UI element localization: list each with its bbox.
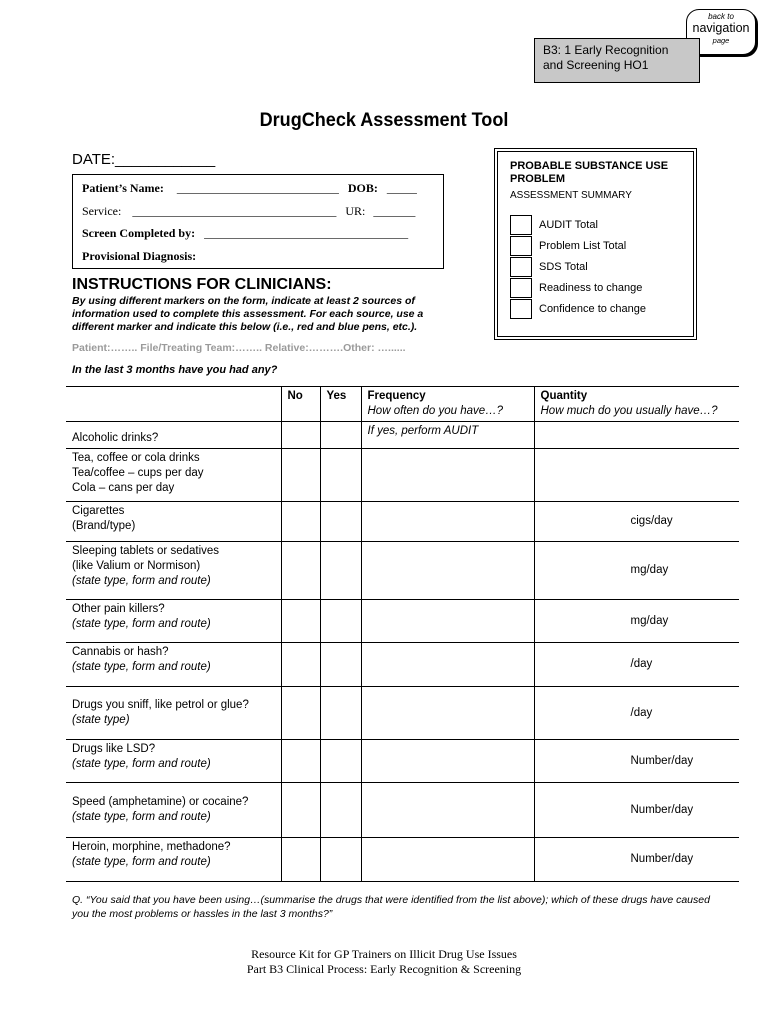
frequency-cell[interactable] xyxy=(361,542,534,600)
dob-label: DOB: xyxy=(347,181,378,195)
yes-cell[interactable] xyxy=(320,600,361,643)
frequency-cell[interactable] xyxy=(361,449,534,502)
drug-item-cell xyxy=(66,838,281,882)
drug-item-note: (state type, form and route) xyxy=(72,856,211,868)
item-column-header xyxy=(66,387,281,422)
drug-item: Drugs you sniff, like petrol or glue? xyxy=(72,699,249,711)
no-cell[interactable] xyxy=(281,687,320,740)
service-field[interactable]: __________________________________ xyxy=(132,204,337,218)
instructions-heading: INSTRUCTIONS FOR CLINICIANS: xyxy=(72,276,332,293)
screen-completed-row xyxy=(82,226,408,241)
yes-cell[interactable] xyxy=(320,502,361,542)
date-field[interactable]: DATE:____________ xyxy=(72,151,216,168)
drug-item: Speed (amphetamine) or cocaine? xyxy=(72,796,249,808)
section-label-line1: B3: 1 Early Recognition xyxy=(543,43,669,57)
drug-item: Alcoholic drinks? xyxy=(66,422,281,449)
drug-item-note: (state type) xyxy=(72,714,130,726)
diagnosis-row xyxy=(82,249,196,264)
ur-label: UR: xyxy=(345,204,366,218)
nav-button-line2: navigation xyxy=(692,21,750,35)
summary-item-audit xyxy=(510,215,690,236)
patient-name-label: Patient’s Name: xyxy=(82,181,164,195)
table-row xyxy=(66,643,739,687)
frequency-column-header xyxy=(361,387,534,422)
quantity-column-header xyxy=(534,387,739,422)
frequency-cell[interactable] xyxy=(361,502,534,542)
frequency-cell[interactable] xyxy=(361,643,534,687)
yes-cell[interactable] xyxy=(320,542,361,600)
yes-cell[interactable] xyxy=(320,783,361,838)
frequency-header-sub: How often do you have…? xyxy=(367,405,504,417)
drug-item-cell xyxy=(66,542,281,600)
service-row xyxy=(82,204,415,219)
drug-item-cell xyxy=(66,600,281,643)
drug-item-cell xyxy=(66,643,281,687)
closing-question: Q. “You said that you have been using…(summarise the drugs that were identified from the list above); which of these drugs have caused you the most problems or hassles in the last 3 months?” xyxy=(72,894,710,920)
no-cell[interactable] xyxy=(281,422,320,449)
summary-item-label: Confidence to change xyxy=(539,303,647,315)
summary-subtitle: ASSESSMENT SUMMARY xyxy=(510,190,632,201)
table-row xyxy=(66,449,739,502)
confidence-box[interactable] xyxy=(510,299,532,319)
screen-completed-field[interactable]: __________________________________ xyxy=(204,226,409,240)
drug-item: Cannabis or hash? xyxy=(72,646,169,658)
table-row xyxy=(66,783,739,838)
no-cell[interactable] xyxy=(281,838,320,882)
patient-details-box xyxy=(72,174,444,269)
table-header-row xyxy=(66,387,739,422)
drug-item: Cigarettes (Brand/type) xyxy=(66,502,281,542)
frequency-cell[interactable] xyxy=(361,740,534,783)
frequency-cell[interactable] xyxy=(361,838,534,882)
quantity-cell[interactable]: cigs/day xyxy=(534,502,739,542)
instructions-body: By using different markers on the form, indicate at least 2 sources of information used to complete this assessment. For each source, use a different marker and indicate this below (i.e., red and blue pens, etc.). xyxy=(72,295,424,333)
table-row xyxy=(66,838,739,882)
summary-item-label: Readiness to change xyxy=(539,282,643,294)
sds-total-box[interactable] xyxy=(510,257,532,277)
summary-item-confidence xyxy=(510,299,690,320)
nav-button-line3: page xyxy=(712,35,730,45)
drug-item-note: (state type, form and route) xyxy=(72,811,211,823)
summary-item-label: AUDIT Total xyxy=(539,219,598,231)
frequency-cell[interactable] xyxy=(361,687,534,740)
yes-column-header: Yes xyxy=(320,387,361,422)
no-cell[interactable] xyxy=(281,643,320,687)
drug-item-note: (state type, form and route) xyxy=(72,758,211,770)
no-cell[interactable] xyxy=(281,502,320,542)
drug-item-cell xyxy=(66,740,281,783)
readiness-box[interactable] xyxy=(510,278,532,298)
quantity-cell[interactable]: /day xyxy=(534,643,739,687)
table-row xyxy=(66,600,739,643)
no-cell[interactable] xyxy=(281,542,320,600)
summary-item-readiness xyxy=(510,278,690,299)
summary-item-sds xyxy=(510,257,690,278)
drug-item-note: (state type, form and route) xyxy=(72,575,211,587)
page-title: DrugCheck Assessment Tool xyxy=(259,110,509,131)
provisional-diagnosis-label: Provisional Diagnosis: xyxy=(82,249,197,263)
no-cell[interactable] xyxy=(281,600,320,643)
quantity-header-sub: How much do you usually have…? xyxy=(540,405,718,417)
dob-field[interactable]: _____ xyxy=(386,181,417,195)
yes-cell[interactable] xyxy=(320,740,361,783)
drug-item: Other pain killers? xyxy=(72,603,165,615)
drug-item: Tea, coffee or cola drinks Tea/coffee – cups per day Cola – cans per day xyxy=(66,449,281,502)
service-label: Service: xyxy=(82,204,122,218)
table-row xyxy=(66,422,739,449)
screen-completed-label: Screen Completed by: xyxy=(82,226,196,240)
footer-line1: Resource Kit for GP Trainers on Illicit Drug Use Issues xyxy=(251,947,517,961)
drug-item-cell xyxy=(66,687,281,740)
summary-item-label: SDS Total xyxy=(539,261,588,273)
yes-cell[interactable] xyxy=(320,449,361,502)
nav-button-line1: back to xyxy=(708,12,734,21)
no-cell[interactable] xyxy=(281,783,320,838)
quantity-cell[interactable]: /day xyxy=(534,687,739,740)
patient-name-row xyxy=(82,181,417,196)
quantity-cell[interactable]: Number/day xyxy=(534,783,739,838)
quantity-cell[interactable]: Number/day xyxy=(534,740,739,783)
drug-item: Sleeping tablets or sedatives (like Valium or Normison) xyxy=(72,545,220,572)
assessment-summary-box xyxy=(494,148,697,340)
page-footer xyxy=(0,947,768,977)
quantity-cell[interactable] xyxy=(534,449,739,502)
quantity-cell[interactable]: mg/day xyxy=(534,542,739,600)
quantity-cell[interactable]: Number/day xyxy=(534,838,739,882)
audit-total-box[interactable] xyxy=(510,215,532,235)
yes-cell[interactable] xyxy=(320,643,361,687)
summary-title: PROBABLE SUBSTANCE USE PROBLEM xyxy=(510,160,669,185)
no-cell[interactable] xyxy=(281,449,320,502)
patient-name-field[interactable]: ___________________________ xyxy=(176,181,339,195)
drug-item-note: (state type, form and route) xyxy=(72,661,211,673)
drug-item-cell xyxy=(66,783,281,838)
screening-question: In the last 3 months have you had any? xyxy=(72,364,278,376)
quantity-header-label: Quantity xyxy=(540,390,588,402)
drug-item-note: (state type, form and route) xyxy=(72,618,211,630)
no-column-header: No xyxy=(281,387,320,422)
drug-item: Drugs like LSD? xyxy=(72,743,156,755)
frequency-cell[interactable] xyxy=(361,600,534,643)
table-row xyxy=(66,740,739,783)
problem-list-total-box[interactable] xyxy=(510,236,532,256)
footer-line2: Part B3 Clinical Process: Early Recognition & Screening xyxy=(246,962,522,976)
no-cell[interactable] xyxy=(281,740,320,783)
table-row xyxy=(66,687,739,740)
ur-field[interactable]: _______ xyxy=(373,204,416,218)
drug-use-table xyxy=(66,386,739,882)
section-label-line2: and Screening HO1 xyxy=(543,58,649,72)
frequency-cell[interactable] xyxy=(361,783,534,838)
yes-cell[interactable] xyxy=(320,687,361,740)
summary-item-label: Problem List Total xyxy=(539,240,627,252)
drug-item: Heroin, morphine, methadone? xyxy=(72,841,231,853)
frequency-header-label: Frequency xyxy=(367,390,426,402)
information-sources: Patient:…….. File/Treating Team:…….. Relative:……….Other: …...... xyxy=(72,342,406,354)
section-label xyxy=(534,38,700,83)
table-row xyxy=(66,502,739,542)
quantity-cell[interactable] xyxy=(534,422,739,449)
yes-cell[interactable] xyxy=(320,422,361,449)
summary-item-problem-list xyxy=(510,236,690,257)
yes-cell[interactable] xyxy=(320,838,361,882)
table-row xyxy=(66,542,739,600)
frequency-cell[interactable]: If yes, perform AUDIT xyxy=(361,422,534,449)
quantity-cell[interactable]: mg/day xyxy=(534,600,739,643)
